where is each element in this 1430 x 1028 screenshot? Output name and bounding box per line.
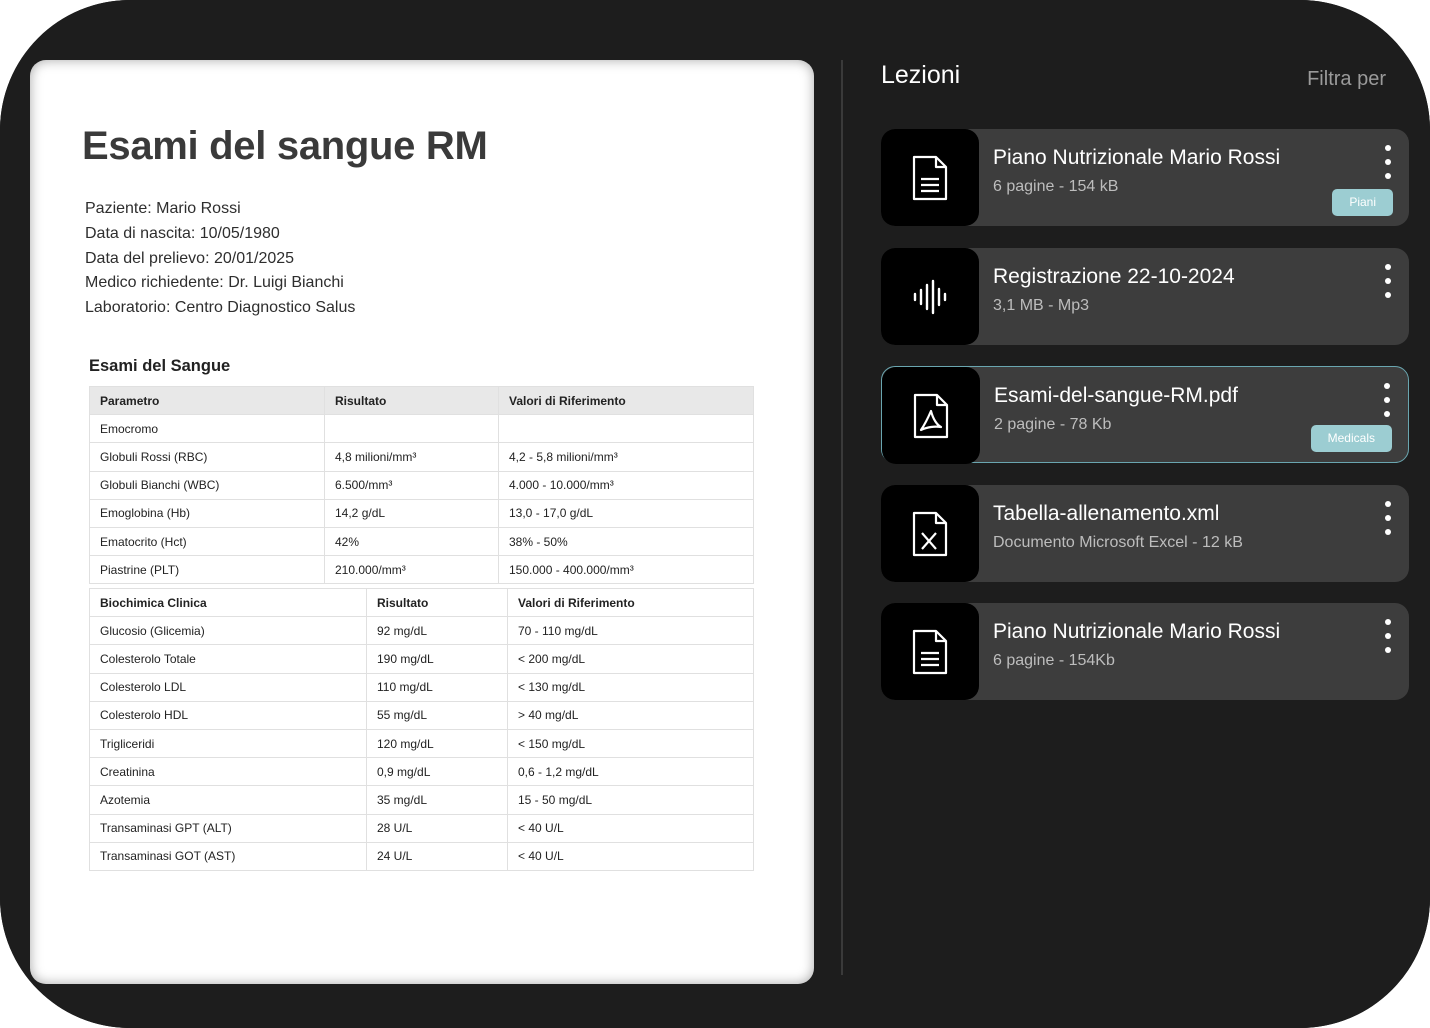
result-cell: 120 mg/dL [367,729,508,757]
patient-name: Paziente: Mario Rossi [85,200,241,217]
sample-date: Data del prelievo: 20/01/2025 [85,249,295,267]
panel-title: Lezioni [881,61,961,89]
param-cell: Glucosio (Glicemia) [90,617,367,645]
table-row [90,556,754,584]
document-viewer[interactable] [30,60,814,984]
column-header: Parametro [90,387,325,415]
reference-cell: 15 - 50 mg/dL [508,786,754,814]
reference-cell: 0,6 - 1,2 mg/dL [508,758,754,786]
file-title: Piano Nutrizionale Mario Rossi [993,620,1281,643]
column-header: Risultato [367,589,508,617]
table-row [90,415,754,443]
filter-button[interactable]: Filtra per [1307,68,1386,90]
file-title: Registrazione 22-10-2024 [993,265,1235,288]
table-row [90,673,754,701]
column-header: Biochimica Clinica [90,589,367,617]
param-cell: Piastrine (PLT) [90,556,325,584]
more-options-icon[interactable] [1380,383,1394,417]
reference-cell: 38% - 50% [499,527,754,555]
param-cell: Creatinina [90,758,367,786]
table-row [90,617,754,645]
result-cell: 210.000/mm³ [325,556,499,584]
laboratory: Laboratorio: Centro Diagnostico Salus [85,299,356,317]
result-cell: 28 U/L [367,814,508,842]
result-cell: 55 mg/dL [367,701,508,729]
excel-icon [881,485,979,582]
table-row [90,729,754,757]
reference-cell: 4,2 - 5,8 milioni/mm³ [499,443,754,471]
file-meta: Documento Microsoft Excel - 12 kB [993,534,1243,551]
param-cell: Colesterolo HDL [90,701,367,729]
result-cell: 6.500/mm³ [325,471,499,499]
document-icon [881,603,979,700]
document-title: Esami del sangue RM [82,124,488,168]
file-card-selected[interactable] [881,366,1409,463]
column-header: Risultato [325,387,499,415]
param-cell: Transaminasi GPT (ALT) [90,814,367,842]
table-row [90,701,754,729]
category-tag: Medicals [1311,425,1392,452]
table-header-row [90,387,754,415]
param-cell: Emocromo [90,415,325,443]
birth-date: Data di nascita: 10/05/1980 [85,224,280,242]
param-cell: Ematocrito (Hct) [90,527,325,555]
reference-cell: < 40 U/L [508,814,754,842]
column-header: Valori di Riferimento [508,589,754,617]
file-meta: 6 pagine - 154 kB [993,178,1119,195]
param-cell: Globuli Rossi (RBC) [90,443,325,471]
panel-divider [841,60,843,975]
param-cell: Colesterolo LDL [90,673,367,701]
audio-waveform-icon [881,248,979,345]
section-title: Esami del Sangue [89,357,231,375]
file-card[interactable] [881,485,1409,582]
table-header-row [90,589,754,617]
table-row [90,443,754,471]
result-cell: 110 mg/dL [367,673,508,701]
reference-cell: 4.000 - 10.000/mm³ [499,471,754,499]
reference-cell [499,415,754,443]
file-title: Tabella-allenamento.xml [993,502,1220,525]
reference-cell: 70 - 110 mg/dL [508,617,754,645]
table-row [90,471,754,499]
result-cell: 24 U/L [367,842,508,870]
file-title: Esami-del-sangue-RM.pdf [994,384,1238,407]
result-cell: 14,2 g/dL [325,499,499,527]
table-row [90,814,754,842]
document-icon [881,129,979,226]
table-row [90,499,754,527]
column-header: Valori di Riferimento [499,387,754,415]
param-cell: Transaminasi GOT (AST) [90,842,367,870]
file-meta: 6 pagine - 154Kb [993,652,1115,669]
patient-info [85,197,355,321]
param-cell: Colesterolo Totale [90,645,367,673]
result-cell: 190 mg/dL [367,645,508,673]
file-meta: 2 pagine - 78 Kb [994,416,1112,433]
reference-cell: 150.000 - 400.000/mm³ [499,556,754,584]
param-cell: Globuli Bianchi (WBC) [90,471,325,499]
file-card[interactable] [881,603,1409,700]
file-meta: 3,1 MB - Mp3 [993,297,1090,314]
table-row [90,758,754,786]
file-card[interactable] [881,129,1409,226]
reference-cell: < 200 mg/dL [508,645,754,673]
result-cell: 35 mg/dL [367,786,508,814]
reference-cell: > 40 mg/dL [508,701,754,729]
blood-count-table [89,386,754,584]
more-options-icon[interactable] [1381,501,1395,535]
reference-cell: < 40 U/L [508,842,754,870]
reference-cell: < 150 mg/dL [508,729,754,757]
param-cell: Trigliceridi [90,729,367,757]
file-title: Piano Nutrizionale Mario Rossi [993,146,1281,169]
result-cell: 4,8 milioni/mm³ [325,443,499,471]
result-cell: 0,9 mg/dL [367,758,508,786]
result-cell [325,415,499,443]
result-cell: 92 mg/dL [367,617,508,645]
table-row [90,645,754,673]
category-tag: Piani [1332,189,1393,216]
biochemistry-table [89,588,754,871]
requesting-doctor: Medico richiedente: Dr. Luigi Bianchi [85,274,344,292]
reference-cell: 13,0 - 17,0 g/dL [499,499,754,527]
reference-cell: < 130 mg/dL [508,673,754,701]
more-options-icon[interactable] [1381,264,1395,298]
more-options-icon[interactable] [1381,619,1395,653]
table-row [90,527,754,555]
more-options-icon[interactable] [1381,145,1395,179]
result-cell: 42% [325,527,499,555]
param-cell: Azotemia [90,786,367,814]
file-card[interactable] [881,248,1409,345]
table-row [90,842,754,870]
table-row [90,786,754,814]
pdf-icon [882,367,980,464]
param-cell: Emoglobina (Hb) [90,499,325,527]
